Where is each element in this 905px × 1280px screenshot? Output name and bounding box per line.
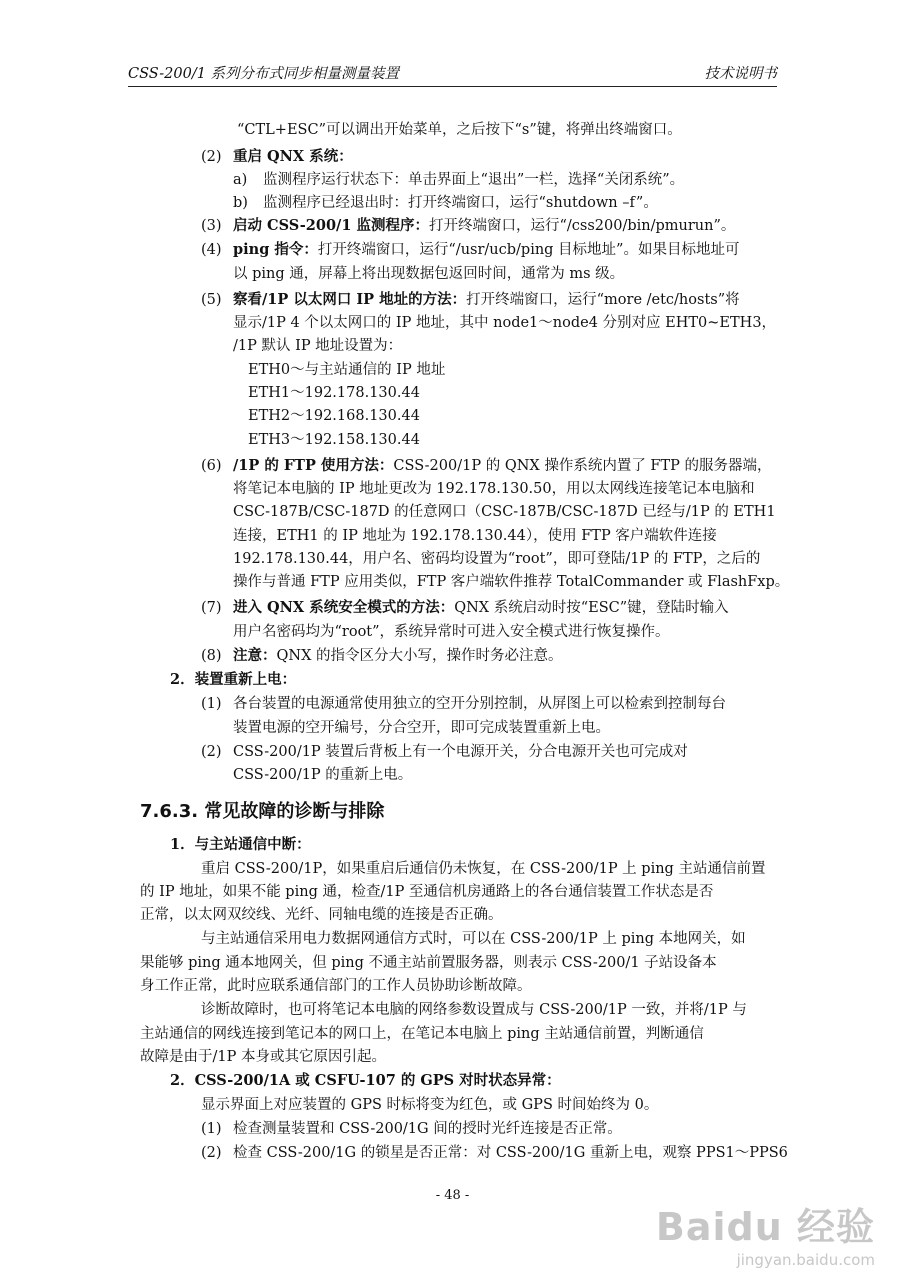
item6-text-line3: CSC-187B/CSC-187D 的任意网口（CSC-187B/CSC-187D 已经与/1P 的 ETH1 <box>233 504 776 520</box>
fault2-intro: 显示界面上对应装置的 GPS 时标将变为红色，或 GPS 时间始终为 0。 <box>201 1097 659 1113</box>
fault1-para2-line3: 身工作正常，此时应联系通信部门的工作人员协助诊断故障。 <box>140 978 532 994</box>
power-item1-line2: 装置电源的空开编号，分合空开，即可完成装置重新上电。 <box>233 720 610 736</box>
eth0-line: ETH0～与主站通信的 IP 地址 <box>248 362 446 378</box>
item7-number: (7) <box>201 600 222 616</box>
fault1-para3-line3: 故障是由于/1P 本身或其它原因引起。 <box>140 1049 386 1065</box>
fault1-para1-line2: 的 IP 地址，如果不能 ping 通，检查/1P 至通信机房通路上的各台通信装置工作状态是否 <box>140 884 714 900</box>
section-heading: 7.6.3. 常见故障的诊断与排除 <box>140 801 385 822</box>
baidu-watermark <box>656 1196 875 1269</box>
sub-b-text: 监测程序已经退出时：打开终端窗口，运行“shutdown –f”。 <box>263 195 658 211</box>
power-item1-line1: 各台装置的电源通常使用独立的空开分别控制，从屏图上可以检索到控制每台 <box>233 696 726 712</box>
power-item2-line2: CSS-200/1P 的重新上电。 <box>233 767 413 783</box>
item2-title: 重启 QNX 系统： <box>233 148 353 165</box>
item6-number: (6) <box>201 458 222 474</box>
item4-number: (4) <box>201 242 222 258</box>
watermark-logo: Baidu 经验 <box>655 1205 875 1249</box>
fault1-para2-line1: 与主站通信采用电力数据网通信方式时，可以在 CSS-200/1P 上 ping 本地网关，如 <box>201 931 746 947</box>
page-number: - 48 - <box>435 1188 470 1203</box>
item7-text-line2: 用户名密码均为“root”，系统异常时可进入安全模式进行恢复操作。 <box>233 624 670 640</box>
item2-number: (2) <box>201 149 222 165</box>
item5-text: 察看/1P 以太网口 IP 地址的方法：打开终端窗口，运行“more /etc/hosts”将 <box>233 291 740 308</box>
item4-text-line2: 以 ping 通，屏幕上将出现数据包返回时间，通常为 ms 级。 <box>233 266 625 282</box>
power-item1-number: (1) <box>201 696 222 712</box>
item6-text-line5: 192.178.130.44，用户名、密码均设置为“root”，即可登陆/1P 的 FTP，之后的 <box>233 551 761 567</box>
item5-text-line2: 显示/1P 4 个以太网口的 IP 地址，其中 node1～node4 分别对应 EHT0~ETH3， <box>233 315 777 331</box>
sub-b-number: b) <box>233 195 248 211</box>
item6-text-line6: 操作与普通 FTP 应用类似，FTP 客户端软件推荐 TotalCommander 或 FlashFxp。 <box>233 574 790 590</box>
item6-text: /1P 的 FTP 使用方法：CSS-200/1P 的 QNX 操作系统内置了 FTP 的服务器端， <box>233 457 772 474</box>
header-title: CSS-200/1 系列分布式同步相量测量装置 <box>128 66 400 82</box>
fault2-item2-text: 检查 CSS-200/1G 的锁星是否正常：对 CSS-200/1G 重新上电，观察 PPS1～PPS6 <box>233 1145 788 1161</box>
item6-text-line2: 将笔记本电脑的 IP 地址更改为 192.178.130.50，用以太网线连接笔记本电脑和 <box>233 481 755 497</box>
item5-number: (5) <box>201 292 222 308</box>
fault2-item1-text: 检查测量装置和 CSS-200/1G 间的授时光纤连接是否正常。 <box>233 1121 622 1137</box>
item8-number: (8) <box>201 648 222 664</box>
power-section-title: 2．装置重新上电： <box>170 671 297 688</box>
fault1-para3-line1: 诊断故障时，也可将笔记本电脑的网络参数设置成与 CSS-200/1P 一致，并将/1P 与 <box>201 1002 747 1018</box>
sub-a-number: a) <box>233 172 248 188</box>
item3-text: 启动 CSS-200/1 监测程序：打开终端窗口，运行“/css200/bin/pmurun”。 <box>233 217 736 234</box>
item4-text: ping 指令：打开终端窗口，运行“/usr/ucb/ping 目标地址”。如果目标地址可 <box>233 241 740 258</box>
eth3-line: ETH3～192.158.130.44 <box>248 432 420 448</box>
item5-text-line3: /1P 默认 IP 地址设置为： <box>233 338 403 354</box>
fault1-para1-line1: 重启 CSS-200/1P，如果重启后通信仍未恢复，在 CSS-200/1P 上 ping 主站通信前置 <box>201 861 766 877</box>
watermark-url: jingyan.baidu.com <box>736 1251 875 1269</box>
fault1-para1-line3: 正常，以太网双绞线、光纤、同轴电缆的连接是否正确。 <box>140 907 503 923</box>
fault2-item1-number: (1) <box>201 1121 222 1137</box>
item1-continuation: “CTL+ESC”可以调出开始菜单，之后按下“s”键，将弹出终端窗口。 <box>237 122 682 138</box>
fault2-title: 2．CSS-200/1A 或 CSFU-107 的 GPS 对时状态异常： <box>170 1072 561 1089</box>
sub-a-text: 监测程序运行状态下：单击界面上“退出”一栏，选择“关闭系统”。 <box>263 172 685 188</box>
fault2-item2-number: (2) <box>201 1145 222 1161</box>
fault1-title: 1．与主站通信中断： <box>170 836 311 853</box>
fault1-para2-line2: 果能够 ping 通本地网关，但 ping 不通主站前置服务器，则表示 CSS-200/1 子站设备本 <box>140 955 717 971</box>
item7-text: 进入 QNX 系统安全模式的方法：QNX 系统启动时按“ESC”键，登陆时输入 <box>233 599 729 616</box>
header-doc-type: 技术说明书 <box>704 66 777 82</box>
item8-text: 注意：QNX 的指令区分大小写，操作时务必注意。 <box>233 647 563 664</box>
power-item2-number: (2) <box>201 744 222 760</box>
fault1-para3-line2: 主站通信的网线连接到笔记本的网口上，在笔记本电脑上 ping 主站通信前置，判断通信 <box>140 1026 704 1042</box>
eth1-line: ETH1～192.178.130.44 <box>248 385 420 401</box>
eth2-line: ETH2～192.168.130.44 <box>248 408 420 424</box>
power-item2-line1: CSS-200/1P 装置后背板上有一个电源开关，分合电源开关也可完成对 <box>233 744 688 760</box>
page-header <box>128 62 777 87</box>
item6-text-line4: 连接，ETH1 的 IP 地址为 192.178.130.44），使用 FTP 客户端软件连接 <box>233 528 717 544</box>
item3-number: (3) <box>201 218 222 234</box>
